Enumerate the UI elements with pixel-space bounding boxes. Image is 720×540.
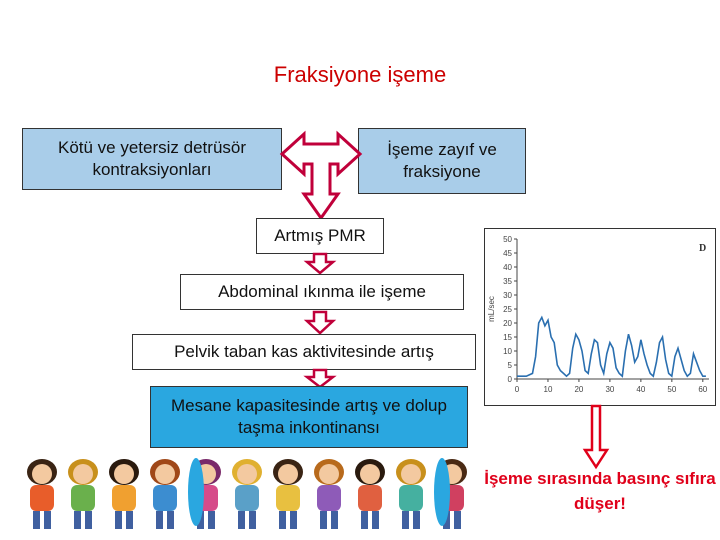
y-tick-label: 35 — [503, 277, 512, 286]
child-shirt — [71, 485, 95, 511]
box-increased-pmr-text: Artmış PMR — [274, 226, 366, 245]
child-leg — [126, 511, 133, 529]
y-tick-label: 30 — [503, 291, 512, 300]
box-poor-contractions-text: Kötü ve yetersiz detrüsör kontraksiyonları — [57, 138, 247, 179]
child-face — [32, 464, 52, 484]
child-leg — [279, 511, 286, 529]
child-leg — [331, 511, 338, 529]
child-face — [319, 464, 339, 484]
child-leg — [290, 511, 297, 529]
box-pelvic-floor — [132, 334, 476, 370]
child-leg — [249, 511, 256, 529]
t-arrow-icon — [282, 130, 360, 220]
pressure-note: İşeme sırasında basınç sıfıra düşer! — [484, 469, 716, 513]
child-leg — [320, 511, 327, 529]
child-leg — [372, 511, 379, 529]
box-abdominal-straining-text: Abdominal ıkınma ile işeme — [218, 282, 426, 301]
y-tick-label: 5 — [507, 361, 512, 370]
y-tick-label: 45 — [503, 249, 512, 258]
child-leg — [413, 511, 420, 529]
down-arrow-1-icon — [306, 254, 334, 274]
child-shirt — [276, 485, 300, 511]
box-bladder-capacity-text: Mesane kapasitesinde artış ve dolup taşma inkontinansı — [171, 396, 447, 437]
long-down-arrow-icon — [584, 406, 608, 468]
child-leg — [74, 511, 81, 529]
child-leg — [156, 511, 163, 529]
y-axis-label: mL/sec — [487, 296, 496, 322]
y-tick-label: 40 — [503, 263, 512, 272]
child-face — [360, 464, 380, 484]
child-leg — [238, 511, 245, 529]
page-title: Fraksiyone işeme — [273, 62, 447, 87]
child-shirt — [317, 485, 341, 511]
child-shirt — [235, 485, 259, 511]
t-arrow-shape — [282, 134, 360, 218]
children-illustration — [0, 452, 470, 532]
child-shirt — [358, 485, 382, 511]
box-abdominal-straining — [180, 274, 464, 310]
child-shirt — [153, 485, 177, 511]
child-leg — [208, 511, 215, 529]
child-face — [401, 464, 421, 484]
y-tick-label: 10 — [503, 347, 512, 356]
x-tick-label: 0 — [514, 385, 520, 394]
child-leg — [44, 511, 51, 529]
y-tick-label: 0 — [507, 375, 512, 384]
x-tick-label: 60 — [698, 385, 708, 394]
surfboard — [434, 458, 450, 526]
x-tick-label: 20 — [574, 385, 584, 394]
child-face — [278, 464, 298, 484]
flow-series-line — [517, 317, 706, 376]
box-pelvic-floor-text: Pelvik taban kas aktivitesinde artış — [174, 342, 434, 361]
child-leg — [454, 511, 461, 529]
child-leg — [167, 511, 174, 529]
child-leg — [361, 511, 368, 529]
child-leg — [33, 511, 40, 529]
child-face — [73, 464, 93, 484]
x-tick-label: 50 — [667, 385, 677, 394]
down-arrow-2-icon — [306, 312, 334, 334]
y-tick-label: 15 — [503, 333, 512, 342]
child-face — [155, 464, 175, 484]
child-shirt — [399, 485, 423, 511]
child-shirt — [112, 485, 136, 511]
panel-letter: D — [699, 243, 707, 254]
box-increased-pmr — [256, 218, 384, 254]
y-tick-label: 50 — [503, 235, 512, 244]
box-weak-voiding — [358, 128, 526, 194]
child-face — [114, 464, 134, 484]
box-poor-contractions — [22, 128, 282, 190]
x-tick-label: 30 — [605, 385, 615, 394]
surfboard — [188, 458, 204, 526]
child-leg — [402, 511, 409, 529]
x-tick-label: 10 — [543, 385, 553, 394]
x-tick-label: 40 — [636, 385, 646, 394]
child-leg — [85, 511, 92, 529]
uroflow-chart — [484, 228, 716, 406]
y-tick-label: 20 — [503, 319, 512, 328]
child-shirt — [30, 485, 54, 511]
uroflow-chart-svg — [485, 229, 715, 405]
y-tick-label: 25 — [503, 305, 512, 314]
box-bladder-capacity — [150, 386, 468, 448]
child-face — [237, 464, 257, 484]
child-leg — [115, 511, 122, 529]
box-weak-voiding-text: İşeme zayıf ve fraksiyone — [387, 140, 497, 181]
